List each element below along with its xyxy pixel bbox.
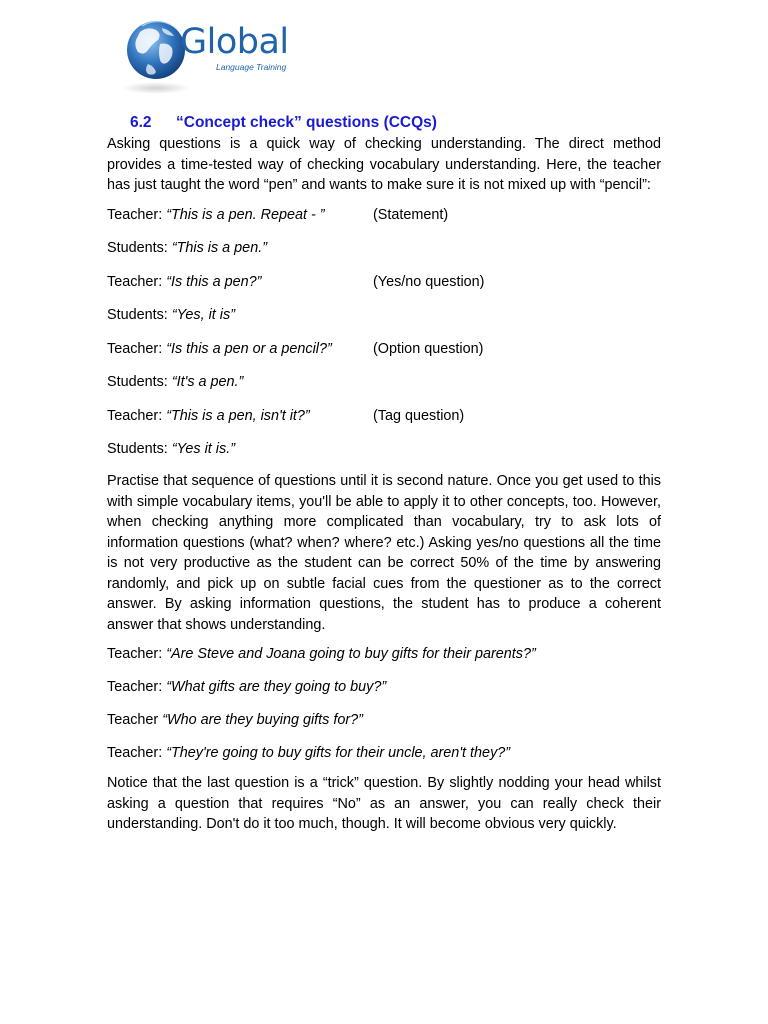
quote: “Yes it is.” [171,441,235,457]
notice-paragraph: Notice that the last question is a “trick” question. By slightly nodding your head whilst asking a question that requires “No” as an answer, you can really check their understanding. Don't do it too much, though. It will become obvious very quickly. [107,775,661,832]
quote: “This is a pen. Repeat - ” [166,206,325,223]
global-language-training-logo [118,14,308,100]
dialogue-line [107,677,661,710]
logo-tagline: Language Training [216,62,287,72]
main-content [107,134,661,835]
question-type: (Tag question) [373,407,465,424]
intro-paragraph: Asking questions is a quick way of checking understanding. The direct method provides a time-tested way of checking vocabulary understanding. Here, the teacher has just taught the word “pen” and wants to make sure it is not mixed up with “pencil”: [107,136,661,193]
speaker: Teacher: [107,340,163,357]
dialogue-line [107,439,661,459]
body-paragraph: Practise that sequence of questions until it is second nature. Once you get used to this with simple vocabulary items, you'll be able to apply it to other concepts, too. However, when checking anything more complicated than vocabulary, try to ask lots of information questions (what? when? where? etc.) Asking yes/no questions all the time is not very productive as the student can be correct 50% of the time by answering randomly, and pick up on subtle facial cues from the questioner as to the correct answer. By asking information questions, the student has to produce a coherent answer that shows understanding. [107,473,661,633]
dialogue-line [107,743,661,763]
quote: “Who are they buying gifts for?” [162,712,363,728]
dialogue-line [107,272,661,306]
speaker: Teacher: [107,745,163,761]
speaker: Students: [107,441,168,457]
dialogue-line [107,305,661,339]
dialogue-line [107,339,661,373]
speaker: Teacher: [107,206,163,223]
quote: “What gifts are they going to buy?” [166,679,387,695]
logo-wordmark: Global [180,22,289,62]
dialogue-line [107,710,661,743]
section-heading [130,114,437,132]
section-title: “Concept check” questions (CCQs) [176,114,437,131]
dialogue-line [107,406,661,440]
speaker: Teacher: [107,407,163,424]
speaker: Students: [107,374,168,390]
question-type: (Statement) [373,206,449,223]
speaker: Teacher: [107,273,163,290]
dialogue-pen-pencil [107,205,661,460]
quote: “Are Steve and Joana going to buy gifts for their parents?” [166,646,536,662]
question-type: (Option question) [373,340,484,357]
quote: “Is this a pen?” [166,273,262,290]
section-number: 6.2 [130,114,152,131]
dialogue-line [107,205,661,239]
quote: “They're going to buy gifts for their uncle, aren't they?” [166,745,511,761]
dialogue-line [107,238,661,272]
quote: “Yes, it is” [171,307,235,323]
dialogue-line [107,372,661,406]
speaker: Teacher: [107,679,163,695]
quote: “It's a pen.” [171,374,244,390]
speaker: Teacher: [107,646,163,662]
quote: “This is a pen.” [171,240,267,256]
speaker: Students: [107,240,168,256]
quote: “Is this a pen or a pencil?” [166,340,332,357]
speaker: Teacher [107,712,159,728]
speaker: Students: [107,307,168,323]
dialogue-gifts [107,644,661,763]
question-type: (Yes/no question) [373,273,485,290]
quote: “This is a pen, isn't it?” [166,407,310,424]
dialogue-line [107,644,661,677]
